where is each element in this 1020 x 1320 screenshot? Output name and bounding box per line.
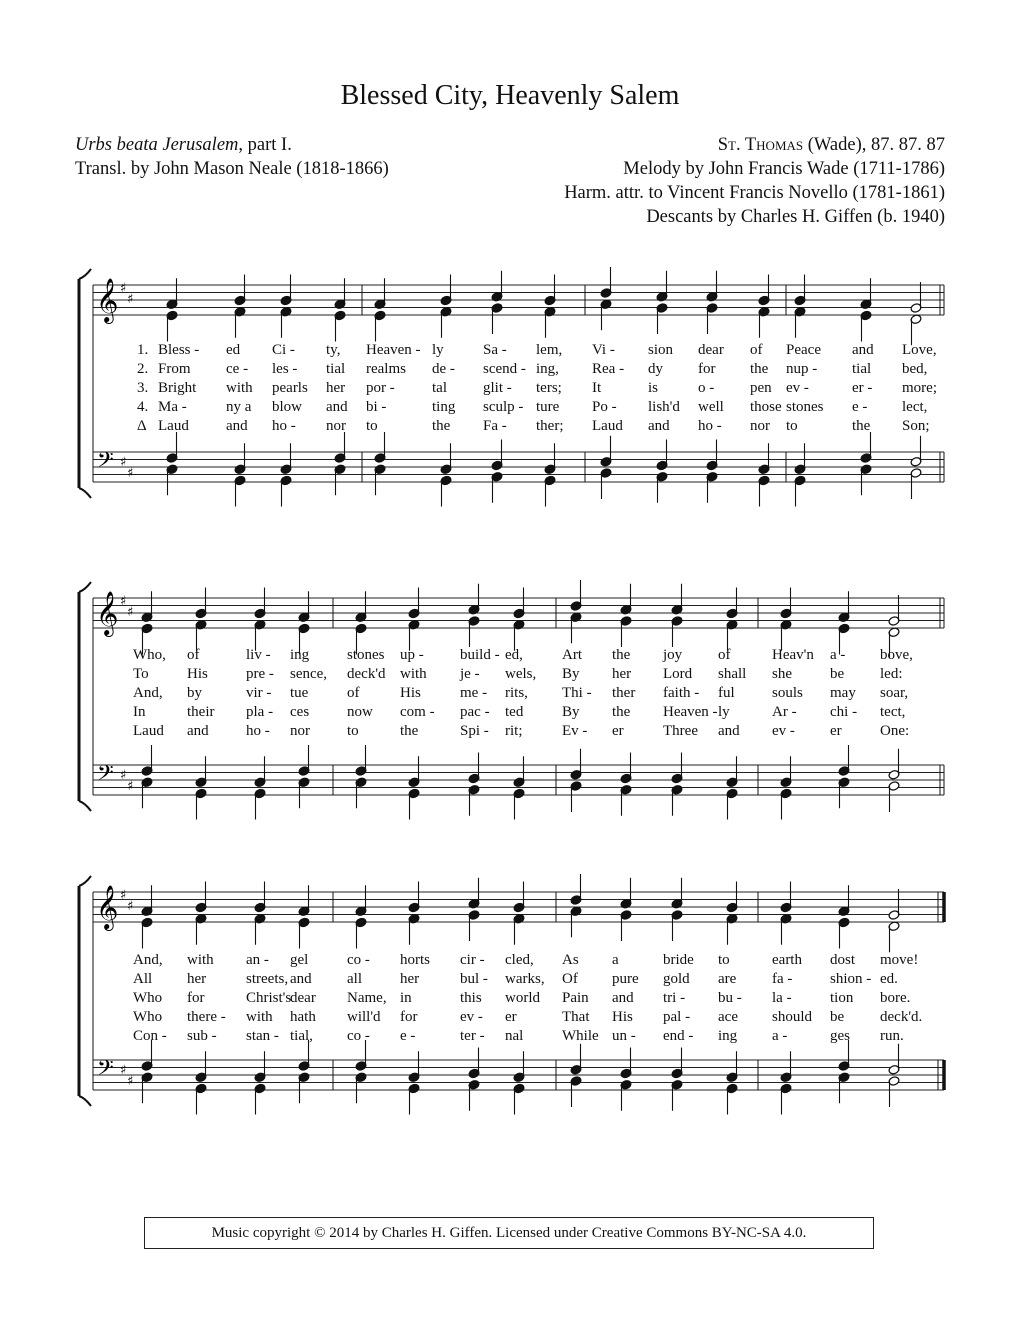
lyric-syllable: nor <box>750 418 770 434</box>
lyric-syllable: ev - <box>460 1009 483 1025</box>
lyric-syllable: for <box>400 1009 418 1025</box>
lyric-syllable: with <box>400 666 427 682</box>
lyric-syllable: To <box>133 666 149 682</box>
sharp-icon: ♯ <box>120 1063 127 1078</box>
system-2-bracket-top <box>79 582 91 592</box>
lyric-line <box>0 952 1020 972</box>
lyric-syllable: That <box>562 1009 590 1025</box>
lyric-syllable: now <box>347 704 373 720</box>
lyric-syllable: Art <box>562 647 582 663</box>
lyric-syllable: deck'd. <box>880 1009 923 1025</box>
lyric-syllable: and <box>290 971 312 987</box>
lyric-syllable: to <box>786 418 798 434</box>
lyric-syllable: lem, <box>536 342 563 358</box>
lyric-syllable: me - <box>460 685 488 701</box>
lyric-syllable: are <box>718 971 737 987</box>
lyric-syllable: she <box>772 666 792 682</box>
lyric-line <box>0 399 1020 419</box>
lyric-syllable: pre - <box>246 666 274 682</box>
lyric-syllable: may <box>830 685 856 701</box>
lyric-syllable: bore. <box>880 990 911 1006</box>
lyric-syllable: run. <box>880 1028 904 1044</box>
lyric-syllable: ho - <box>246 723 270 739</box>
lyric-syllable: sence, <box>290 666 328 682</box>
lyric-syllable: stan - <box>246 1028 279 1044</box>
lyric-syllable: Bless - <box>158 342 200 358</box>
sharp-icon: ♯ <box>127 292 134 307</box>
lyric-syllable: tion <box>830 990 854 1006</box>
lyric-syllable: tial, <box>290 1028 313 1044</box>
lyric-syllable: ny a <box>226 399 252 415</box>
hymn-title: Blessed City, Heavenly Salem <box>340 80 680 111</box>
sharp-icon: ♯ <box>120 888 127 903</box>
lyric-syllable: ce - <box>226 361 249 377</box>
lyric-syllable: this <box>460 990 482 1006</box>
lyric-syllable: lect, <box>902 399 928 415</box>
lyric-line <box>0 685 1020 705</box>
lyric-syllable: gel <box>290 952 309 968</box>
lyric-syllable: ace <box>718 1009 738 1025</box>
system-3-bracket-bottom <box>79 1096 91 1106</box>
lyric-syllable: to <box>347 723 359 739</box>
lyric-syllable: And, <box>133 952 163 968</box>
lyric-syllable: the <box>750 361 769 377</box>
lyric-syllable: ho - <box>272 418 296 434</box>
lyric-syllable: well <box>698 399 724 415</box>
lyric-syllable: 3. <box>137 380 149 396</box>
lyric-syllable: Sa - <box>483 342 507 358</box>
lyric-syllable: and <box>852 342 874 358</box>
lyric-syllable: je - <box>460 666 480 682</box>
lyric-syllable: her <box>400 971 420 987</box>
lyric-syllable: wels, <box>505 666 537 682</box>
lyric-syllable: pure <box>612 971 639 987</box>
lyric-syllable: the <box>612 704 631 720</box>
descant-credit: Descants by Charles H. Giffen (b. 1940) <box>646 207 945 227</box>
lyric-syllable: end - <box>663 1028 694 1044</box>
lyric-syllable: ting <box>432 399 456 415</box>
system-3-bracket-top <box>79 876 91 886</box>
lyric-syllable: by <box>187 685 202 701</box>
lyric-syllable: gold <box>663 971 690 987</box>
lyric-syllable: ther <box>612 685 636 701</box>
lyric-syllable: Thi - <box>562 685 592 701</box>
lyric-syllable: cled, <box>505 952 534 968</box>
lyric-syllable: and <box>612 990 634 1006</box>
lyric-syllable: in <box>400 990 412 1006</box>
source-rest: , part I. <box>238 135 292 155</box>
lyric-syllable: an - <box>246 952 269 968</box>
lyric-syllable: should <box>772 1009 813 1025</box>
lyric-syllable: ly <box>432 342 444 358</box>
lyric-syllable: ed <box>226 342 241 358</box>
system-1-bracket-bottom <box>79 488 91 498</box>
lyric-syllable: Δ <box>137 418 147 434</box>
lyric-syllable: ing <box>718 1028 738 1044</box>
lyric-syllable: les - <box>272 361 298 377</box>
lyric-syllable: and <box>326 399 348 415</box>
lyric-syllable: horts <box>400 952 430 968</box>
lyric-line <box>0 704 1020 724</box>
harmony-credit: Harm. attr. to Vincent Francis Novello (1781-1861) <box>564 183 945 203</box>
lyric-syllable: shion - <box>830 971 872 987</box>
lyric-syllable: 1. <box>137 342 149 358</box>
lyric-syllable: Of <box>562 971 578 987</box>
sharp-icon: ♯ <box>120 455 127 470</box>
lyric-syllable: His <box>400 685 421 701</box>
lyric-syllable: ted <box>505 704 524 720</box>
lyric-syllable: shall <box>718 666 747 682</box>
sharp-icon: ♯ <box>127 1074 134 1089</box>
bass-clef-icon: 𝄢 <box>97 448 114 478</box>
lyric-syllable: His <box>612 1009 633 1025</box>
lyric-line <box>0 666 1020 686</box>
lyric-syllable: tect, <box>880 704 906 720</box>
lyric-syllable: Pain <box>562 990 589 1006</box>
lyric-syllable: cir - <box>460 952 485 968</box>
lyric-syllable: ful <box>718 685 735 701</box>
treble-clef-icon: 𝄞 <box>96 885 119 929</box>
lyric-syllable: and <box>718 723 740 739</box>
lyric-syllable: chi - <box>830 704 858 720</box>
lyric-syllable: Who <box>133 990 163 1006</box>
lyric-syllable: Heaven - <box>663 704 718 720</box>
system-1-bracket-top <box>79 269 91 279</box>
lyric-syllable: of <box>187 647 200 663</box>
lyric-syllable: fa - <box>772 971 793 987</box>
lyric-syllable: ed. <box>880 971 898 987</box>
bass-clef-icon: 𝄢 <box>97 761 114 791</box>
lyric-syllable: sub - <box>187 1028 217 1044</box>
lyric-syllable: their <box>187 704 215 720</box>
lyric-syllable: bove, <box>880 647 913 663</box>
lyric-syllable: tri - <box>663 990 686 1006</box>
lyric-syllable: her <box>187 971 207 987</box>
lyric-syllable: co - <box>347 1028 370 1044</box>
lyric-syllable: there - <box>187 1009 226 1025</box>
sharp-icon: ♯ <box>127 466 134 481</box>
lyric-syllable: Christ's <box>246 990 292 1006</box>
lyric-syllable: pen <box>750 380 772 396</box>
lyric-syllable: with <box>187 952 214 968</box>
lyric-syllable: bi - <box>366 399 387 415</box>
lyric-line <box>0 971 1020 991</box>
lyric-syllable: be <box>830 666 845 682</box>
lyric-syllable: While <box>562 1028 599 1044</box>
lyric-syllable: ter - <box>460 1028 485 1044</box>
lyric-syllable: move! <box>880 952 919 968</box>
lyric-syllable: It <box>592 380 602 396</box>
lyric-syllable: will'd <box>347 1009 381 1025</box>
lyric-syllable: e - <box>400 1028 416 1044</box>
lyric-syllable: Name, <box>347 990 387 1006</box>
lyric-syllable: is <box>648 380 659 396</box>
lyric-syllable: Who <box>133 1009 163 1025</box>
lyric-syllable: rit; <box>505 723 523 739</box>
source-latin: Urbs beata Jerusalem <box>75 135 239 155</box>
lyric-syllable: vir - <box>246 685 272 701</box>
lyric-syllable: Ma - <box>158 399 187 415</box>
lyric-syllable: with <box>246 1009 273 1025</box>
lyric-syllable: All <box>133 971 153 987</box>
lyric-syllable: build - <box>460 647 500 663</box>
lyric-syllable: glit - <box>483 380 512 396</box>
lyric-syllable: Laud <box>592 418 623 434</box>
lyric-syllable: tial <box>852 361 872 377</box>
lyric-syllable: In <box>133 704 146 720</box>
lyric-syllable: er - <box>852 380 873 396</box>
lyric-syllable: Con - <box>133 1028 167 1044</box>
sharp-icon: ♯ <box>127 605 134 620</box>
lyric-line <box>0 361 1020 381</box>
lyric-syllable: a - <box>830 647 846 663</box>
lyric-syllable: to <box>366 418 378 434</box>
lyric-syllable: tal <box>432 380 447 396</box>
lyric-line <box>0 990 1020 1010</box>
lyric-syllable: de - <box>432 361 455 377</box>
lyric-syllable: Love, <box>902 342 937 358</box>
lyric-syllable: nor <box>326 418 346 434</box>
lyric-line <box>0 723 1020 743</box>
lyric-syllable: and <box>648 418 670 434</box>
lyric-syllable: a <box>612 952 619 968</box>
lyric-syllable: all <box>347 971 362 987</box>
lyric-syllable: stones <box>347 647 385 663</box>
lyric-syllable: deck'd <box>347 666 386 682</box>
lyric-syllable: lish'd <box>648 399 680 415</box>
lyric-syllable: As <box>562 952 579 968</box>
lyric-syllable: earth <box>772 952 802 968</box>
translator-line: Transl. by John Mason Neale (1818-1866) <box>75 159 389 179</box>
lyric-syllable: ces <box>290 704 310 720</box>
bass-clef-icon: 𝄢 <box>97 1056 114 1086</box>
lyric-syllable: hath <box>290 1009 316 1025</box>
lyric-syllable: a - <box>772 1028 788 1044</box>
lyric-syllable: Rea - <box>592 361 625 377</box>
lyric-syllable: His <box>187 666 208 682</box>
lyric-syllable: ev - <box>772 723 795 739</box>
lyric-syllable: ty, <box>326 342 341 358</box>
lyric-syllable: Spi - <box>460 723 489 739</box>
lyric-line <box>0 342 1020 362</box>
lyric-syllable: ing, <box>536 361 559 377</box>
lyric-syllable: be <box>830 1009 845 1025</box>
lyric-syllable: pal - <box>663 1009 691 1025</box>
lyric-syllable: nor <box>290 723 310 739</box>
lyric-syllable: co - <box>347 952 370 968</box>
lyric-syllable: the <box>612 647 631 663</box>
lyric-syllable: ed, <box>505 647 523 663</box>
lyric-syllable: stones <box>786 399 824 415</box>
lyric-syllable: with <box>226 380 253 396</box>
melody-credit: Melody by John Francis Wade (1711-1786) <box>623 159 945 179</box>
lyric-syllable: pac - <box>460 704 490 720</box>
lyric-syllable: bride <box>663 952 694 968</box>
lyric-syllable: sculp - <box>483 399 524 415</box>
lyric-syllable: Who, <box>133 647 166 663</box>
lyric-line <box>0 647 1020 667</box>
lyric-syllable: joy <box>663 647 683 663</box>
lyric-syllable: and <box>226 418 248 434</box>
lyric-syllable: pearls <box>272 380 308 396</box>
sharp-icon: ♯ <box>120 768 127 783</box>
lyric-syllable: un - <box>612 1028 636 1044</box>
lyric-syllable: up - <box>400 647 424 663</box>
lyric-line <box>0 380 1020 400</box>
lyric-syllable: Po - <box>592 399 617 415</box>
sharp-icon: ♯ <box>120 281 127 296</box>
lyric-syllable: bu - <box>718 990 742 1006</box>
lyric-syllable: Son; <box>902 418 930 434</box>
lyric-syllable: Laud <box>133 723 164 739</box>
lyric-syllable: By <box>562 666 580 682</box>
lyric-syllable: for <box>187 990 205 1006</box>
lyric-syllable: One: <box>880 723 910 739</box>
lyric-syllable: com - <box>400 704 435 720</box>
lyric-line <box>0 1009 1020 1029</box>
lyric-syllable: nal <box>505 1028 524 1044</box>
lyric-syllable: realms <box>366 361 406 377</box>
lyric-syllable: Fa - <box>483 418 507 434</box>
lyric-syllable: Heav'n <box>772 647 814 663</box>
lyric-syllable: e - <box>852 399 868 415</box>
lyric-syllable: blow <box>272 399 302 415</box>
lyric-syllable: 4. <box>137 399 149 415</box>
sharp-icon: ♯ <box>127 899 134 914</box>
lyric-syllable: By <box>562 704 580 720</box>
lyric-syllable: and <box>187 723 209 739</box>
lyric-syllable: world <box>505 990 540 1006</box>
lyric-syllable: dear <box>698 342 724 358</box>
lyric-syllable: scend - <box>483 361 526 377</box>
lyric-syllable: of <box>750 342 763 358</box>
lyric-syllable: o - <box>698 380 715 396</box>
lyric-syllable: And, <box>133 685 163 701</box>
lyric-syllable: From <box>158 361 191 377</box>
lyric-syllable: er <box>830 723 842 739</box>
lyric-syllable: liv - <box>246 647 271 663</box>
lyric-syllable: streets, <box>246 971 289 987</box>
lyric-syllable: ture <box>536 399 560 415</box>
sharp-icon: ♯ <box>120 594 127 609</box>
lyric-syllable: those <box>750 399 782 415</box>
lyric-syllable: Heaven - <box>366 342 421 358</box>
lyric-syllable: tial <box>326 361 346 377</box>
lyric-syllable: ters; <box>536 380 562 396</box>
lyric-syllable: er <box>505 1009 517 1025</box>
lyric-syllable: la - <box>772 990 792 1006</box>
lyric-syllable: Lord <box>663 666 693 682</box>
copyright-notice: Music copyright © 2014 by Charles H. Giffen. Licensed under Creative Commons BY-NC-SA 4.0. <box>144 1217 874 1249</box>
lyric-syllable: por - <box>366 380 395 396</box>
lyric-syllable: bed, <box>902 361 928 377</box>
lyric-syllable: er <box>612 723 624 739</box>
lyric-syllable: Laud <box>158 418 189 434</box>
lyric-syllable: dear <box>290 990 316 1006</box>
lyric-syllable: faith - <box>663 685 700 701</box>
lyric-syllable: the <box>400 723 419 739</box>
lyric-syllable: ther; <box>536 418 564 434</box>
lyric-syllable: soar, <box>880 685 909 701</box>
lyric-syllable: dost <box>830 952 856 968</box>
lyric-syllable: of <box>347 685 360 701</box>
lyric-syllable: of <box>718 647 731 663</box>
lyric-syllable: souls <box>772 685 803 701</box>
lyric-syllable: rits, <box>505 685 528 701</box>
lyric-syllable: sion <box>648 342 674 358</box>
lyric-syllable: ges <box>830 1028 850 1044</box>
lyric-syllable: dy <box>648 361 663 377</box>
lyric-syllable: nup - <box>786 361 818 377</box>
lyric-syllable: Ci - <box>272 342 295 358</box>
lyric-syllable: Ev - <box>562 723 588 739</box>
lyric-syllable: her <box>326 380 346 396</box>
lyric-syllable: Peace <box>786 342 821 358</box>
lyric-syllable: led: <box>880 666 903 682</box>
lyric-syllable: more; <box>902 380 937 396</box>
lyric-syllable: ly <box>718 704 730 720</box>
sharp-icon: ♯ <box>127 779 134 794</box>
treble-clef-icon: 𝄞 <box>96 278 119 322</box>
lyric-syllable: ho - <box>698 418 722 434</box>
lyric-syllable: pla - <box>246 704 274 720</box>
lyric-syllable: Bright <box>158 380 197 396</box>
lyric-syllable: 2. <box>137 361 149 377</box>
lyric-syllable: Three <box>663 723 698 739</box>
lyric-syllable: for <box>698 361 716 377</box>
lyric-syllable: the <box>432 418 451 434</box>
lyric-syllable: the <box>852 418 871 434</box>
lyric-line <box>0 1028 1020 1048</box>
lyric-syllable: tue <box>290 685 309 701</box>
system-2-bracket-bottom <box>79 801 91 811</box>
lyric-syllable: her <box>612 666 632 682</box>
lyric-syllable: Ar - <box>772 704 797 720</box>
lyric-syllable: Vi - <box>592 342 615 358</box>
lyric-syllable: ev - <box>786 380 809 396</box>
lyric-syllable: warks, <box>505 971 545 987</box>
lyric-syllable: to <box>718 952 730 968</box>
lyric-line <box>0 418 1020 438</box>
lyric-syllable: ing <box>290 647 310 663</box>
tune-line: St. Thomas (Wade), 87. 87. 87 <box>717 135 945 155</box>
treble-clef-icon: 𝄞 <box>96 591 119 635</box>
lyric-syllable: bul - <box>460 971 488 987</box>
